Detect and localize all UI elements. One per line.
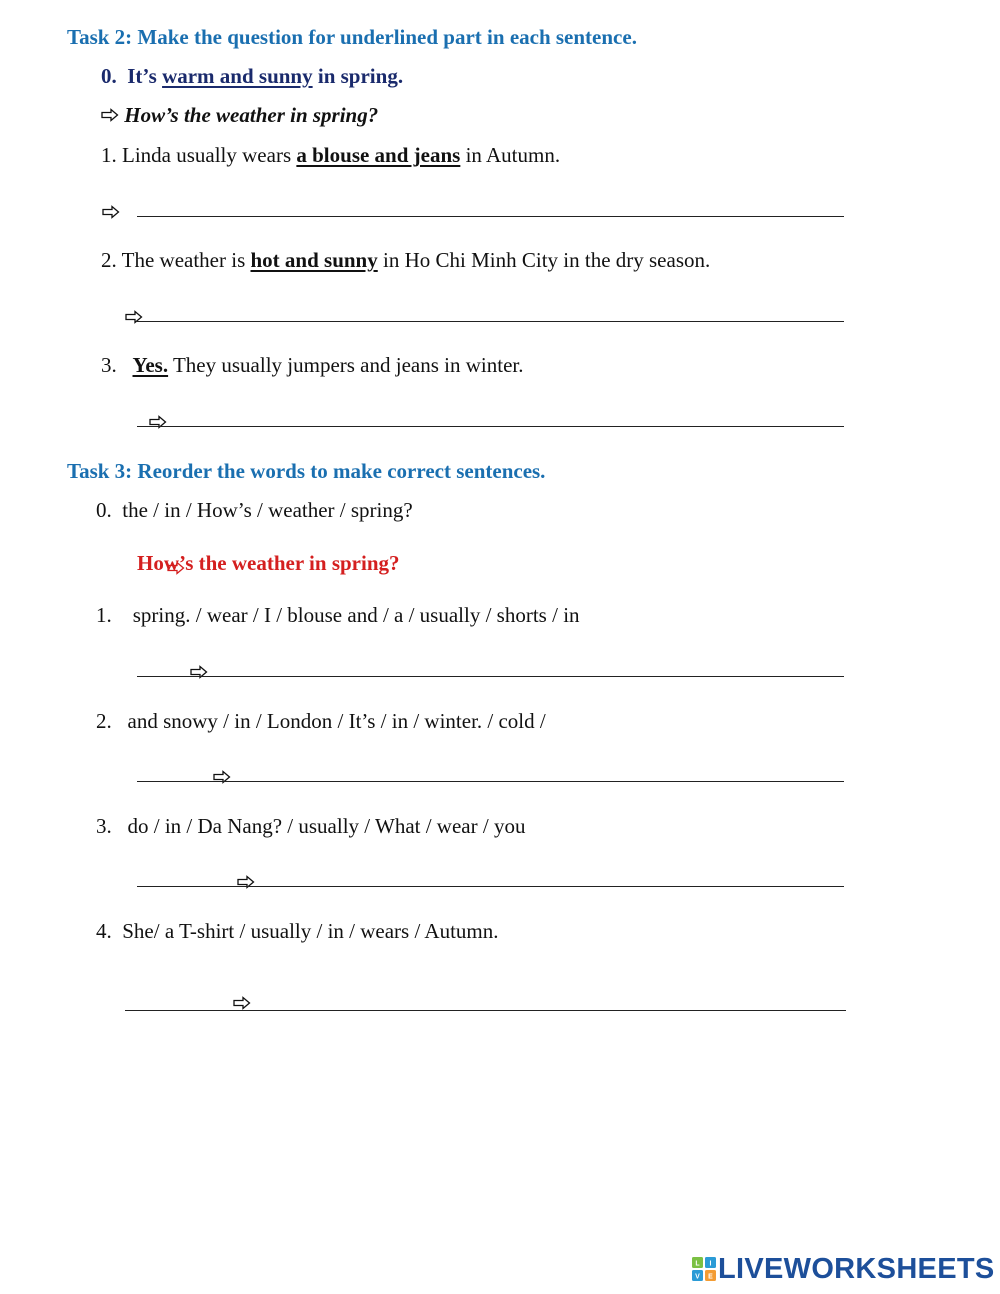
item-words: She/ a T-shirt / usually / in / wears / Autumn. (122, 919, 499, 943)
liveworksheets-logo-icon (692, 1257, 716, 1281)
arrow-icon (102, 205, 120, 219)
task3-example-answer: How’s the weather in spring? (137, 551, 400, 575)
item-number: 1. (101, 143, 117, 167)
task3-example-words (96, 500, 413, 521)
item-words: and snowy / in / London / It’s / in / winter. / cold / (127, 709, 546, 733)
task3-item-1 (96, 605, 580, 626)
item-words: do / in / Da Nang? / usually / What / wear / you (127, 814, 526, 838)
task3-heading: Task 3: Reorder the words to make correct sentences. (67, 459, 546, 483)
item-number: 4. (96, 919, 112, 943)
item-text-before: The weather is (121, 248, 246, 272)
item-text-after: in Ho Chi Minh City in the dry season. (383, 248, 711, 272)
item-number: 3. (96, 814, 112, 838)
svg-text:E: E (708, 1273, 713, 1281)
arrow-icon (233, 996, 251, 1010)
task2-answer-line-1[interactable] (137, 216, 844, 217)
item-number: 2. (101, 248, 117, 272)
item-number: 2. (96, 709, 112, 733)
task2-example-after: in spring. (317, 64, 404, 88)
task2-example-number: 0. (101, 64, 117, 88)
item-number: 0. (96, 498, 112, 522)
svg-text:I: I (709, 1260, 712, 1268)
task2-example-answer: How’s the weather in spring? (124, 103, 379, 127)
item-words: the / in / How’s / weather / spring? (122, 498, 413, 522)
task3-answer-line-2[interactable] (137, 781, 844, 782)
task2-example-underlined: warm and sunny (162, 64, 313, 88)
task2-item-2 (101, 250, 710, 271)
item-text-before: Linda usually wears (122, 143, 292, 167)
liveworksheets-logo-text: LIVEWORKSHEETS (718, 1253, 995, 1285)
item-underlined: Yes. (132, 353, 169, 377)
item-text-after: They usually jumpers and jeans in winter. (172, 353, 524, 377)
task3-item-4 (96, 921, 499, 942)
task2-item-3 (101, 355, 523, 376)
task3-answer-line-1[interactable] (137, 676, 844, 677)
task3-item-2 (96, 711, 546, 732)
task2-answer-line-3[interactable] (137, 426, 844, 427)
item-number: 1. (96, 603, 112, 627)
item-underlined: hot and sunny (250, 248, 378, 272)
item-text-after: in Autumn. (465, 143, 561, 167)
task2-example-sentence (101, 66, 403, 87)
task2-example-before: It’s (127, 64, 157, 88)
item-underlined: a blouse and jeans (296, 143, 461, 167)
task2-answer-line-2[interactable] (137, 321, 844, 322)
item-words: spring. / wear / I / blouse and / a / usually / shorts / in (132, 603, 580, 627)
item-number: 3. (101, 353, 117, 377)
task3-item-3 (96, 816, 525, 837)
svg-text:V: V (695, 1273, 700, 1281)
svg-text:L: L (695, 1260, 700, 1268)
task2-heading: Task 2: Make the question for underlined part in each sentence. (67, 25, 637, 49)
task2-example-answer-row (101, 105, 378, 126)
task3-answer-line-4[interactable] (125, 1010, 846, 1011)
arrow-icon (101, 108, 119, 122)
task3-answer-line-3[interactable] (137, 886, 844, 887)
task2-item-1 (101, 145, 560, 166)
